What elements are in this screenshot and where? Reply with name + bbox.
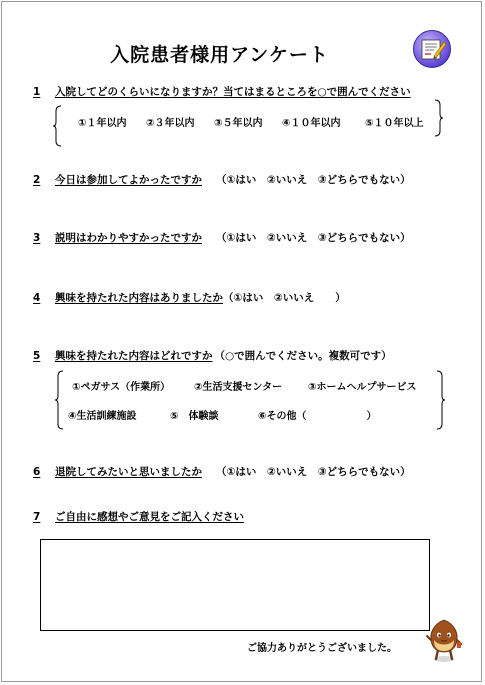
question-1-options (78, 114, 423, 129)
option-3[interactable]: ③５年以内 (214, 118, 263, 129)
question-number: 4 (33, 292, 41, 304)
right-brace (434, 99, 444, 137)
question-text: 興味を持たれた内容はありましたか (55, 292, 223, 304)
question-1 (33, 84, 411, 99)
option-1[interactable]: ①ペガサス（作業所） (72, 382, 171, 393)
question-choices[interactable]: （①はい ②いいえ ③どちらでもない） (216, 466, 411, 478)
question-text: 説明はわかりやすかったですか (55, 232, 202, 244)
question-text: ご自由に感想やご意見をご記入ください (55, 511, 244, 523)
question-number: 6 (33, 466, 41, 478)
question-4 (33, 290, 346, 305)
option-4[interactable]: ④生活訓練施設 (68, 411, 137, 422)
question-choices[interactable]: （①はい ②いいえ ③どちらでもない） (216, 232, 411, 244)
question-text: 興味を持たれた内容はどれですか (55, 350, 213, 362)
question-choices[interactable]: （①はい ②いいえ ③どちらでもない） (216, 174, 411, 186)
chestnut-mascot-icon (426, 618, 462, 664)
question-text: 今日は参加してよかったですか (55, 174, 202, 186)
question-7 (33, 509, 244, 524)
question-5-options-row-2 (68, 407, 376, 422)
question-text: 退院してみたいと思いましたか (55, 466, 202, 478)
option-1[interactable]: ①１年以内 (78, 118, 127, 129)
question-number: 3 (33, 232, 41, 244)
option-5[interactable]: ⑤ 体験談 (170, 411, 219, 422)
option-4[interactable]: ④１０年以内 (282, 118, 341, 129)
page-title: 入院患者様用アンケート (110, 44, 329, 66)
question-number: 2 (33, 174, 41, 186)
question-6 (33, 464, 411, 479)
thanks-message: ご協力ありがとうございました。 (247, 643, 397, 654)
option-3[interactable]: ③ホームヘルプサービス (308, 382, 417, 393)
question-choices[interactable]: （①はい ②いいえ ） (223, 292, 346, 304)
question-3 (33, 230, 411, 245)
option-2[interactable]: ②生活支援センター (194, 382, 283, 393)
question-number: 1 (33, 86, 41, 98)
question-text: 入院してどのくらいになりますか？当てはまるところを○で囲んでください (55, 86, 411, 98)
right-brace (436, 370, 446, 430)
question-5-options-row-1 (72, 378, 416, 393)
question-5 (33, 348, 392, 363)
question-2 (33, 172, 411, 187)
question-number: 5 (33, 350, 41, 362)
option-2[interactable]: ②３年以内 (146, 118, 195, 129)
question-number: 7 (33, 511, 41, 523)
survey-page (1, 1, 482, 682)
option-6[interactable]: ⑥その他（ ） (258, 411, 377, 422)
option-5[interactable]: ⑤１０年以上 (365, 118, 424, 129)
comment-box[interactable] (40, 539, 430, 631)
clipboard-pencil-icon (412, 29, 452, 69)
left-brace (52, 105, 62, 147)
left-brace (54, 370, 64, 430)
question-note: （○で囲んでください。複数可です） (214, 350, 392, 362)
